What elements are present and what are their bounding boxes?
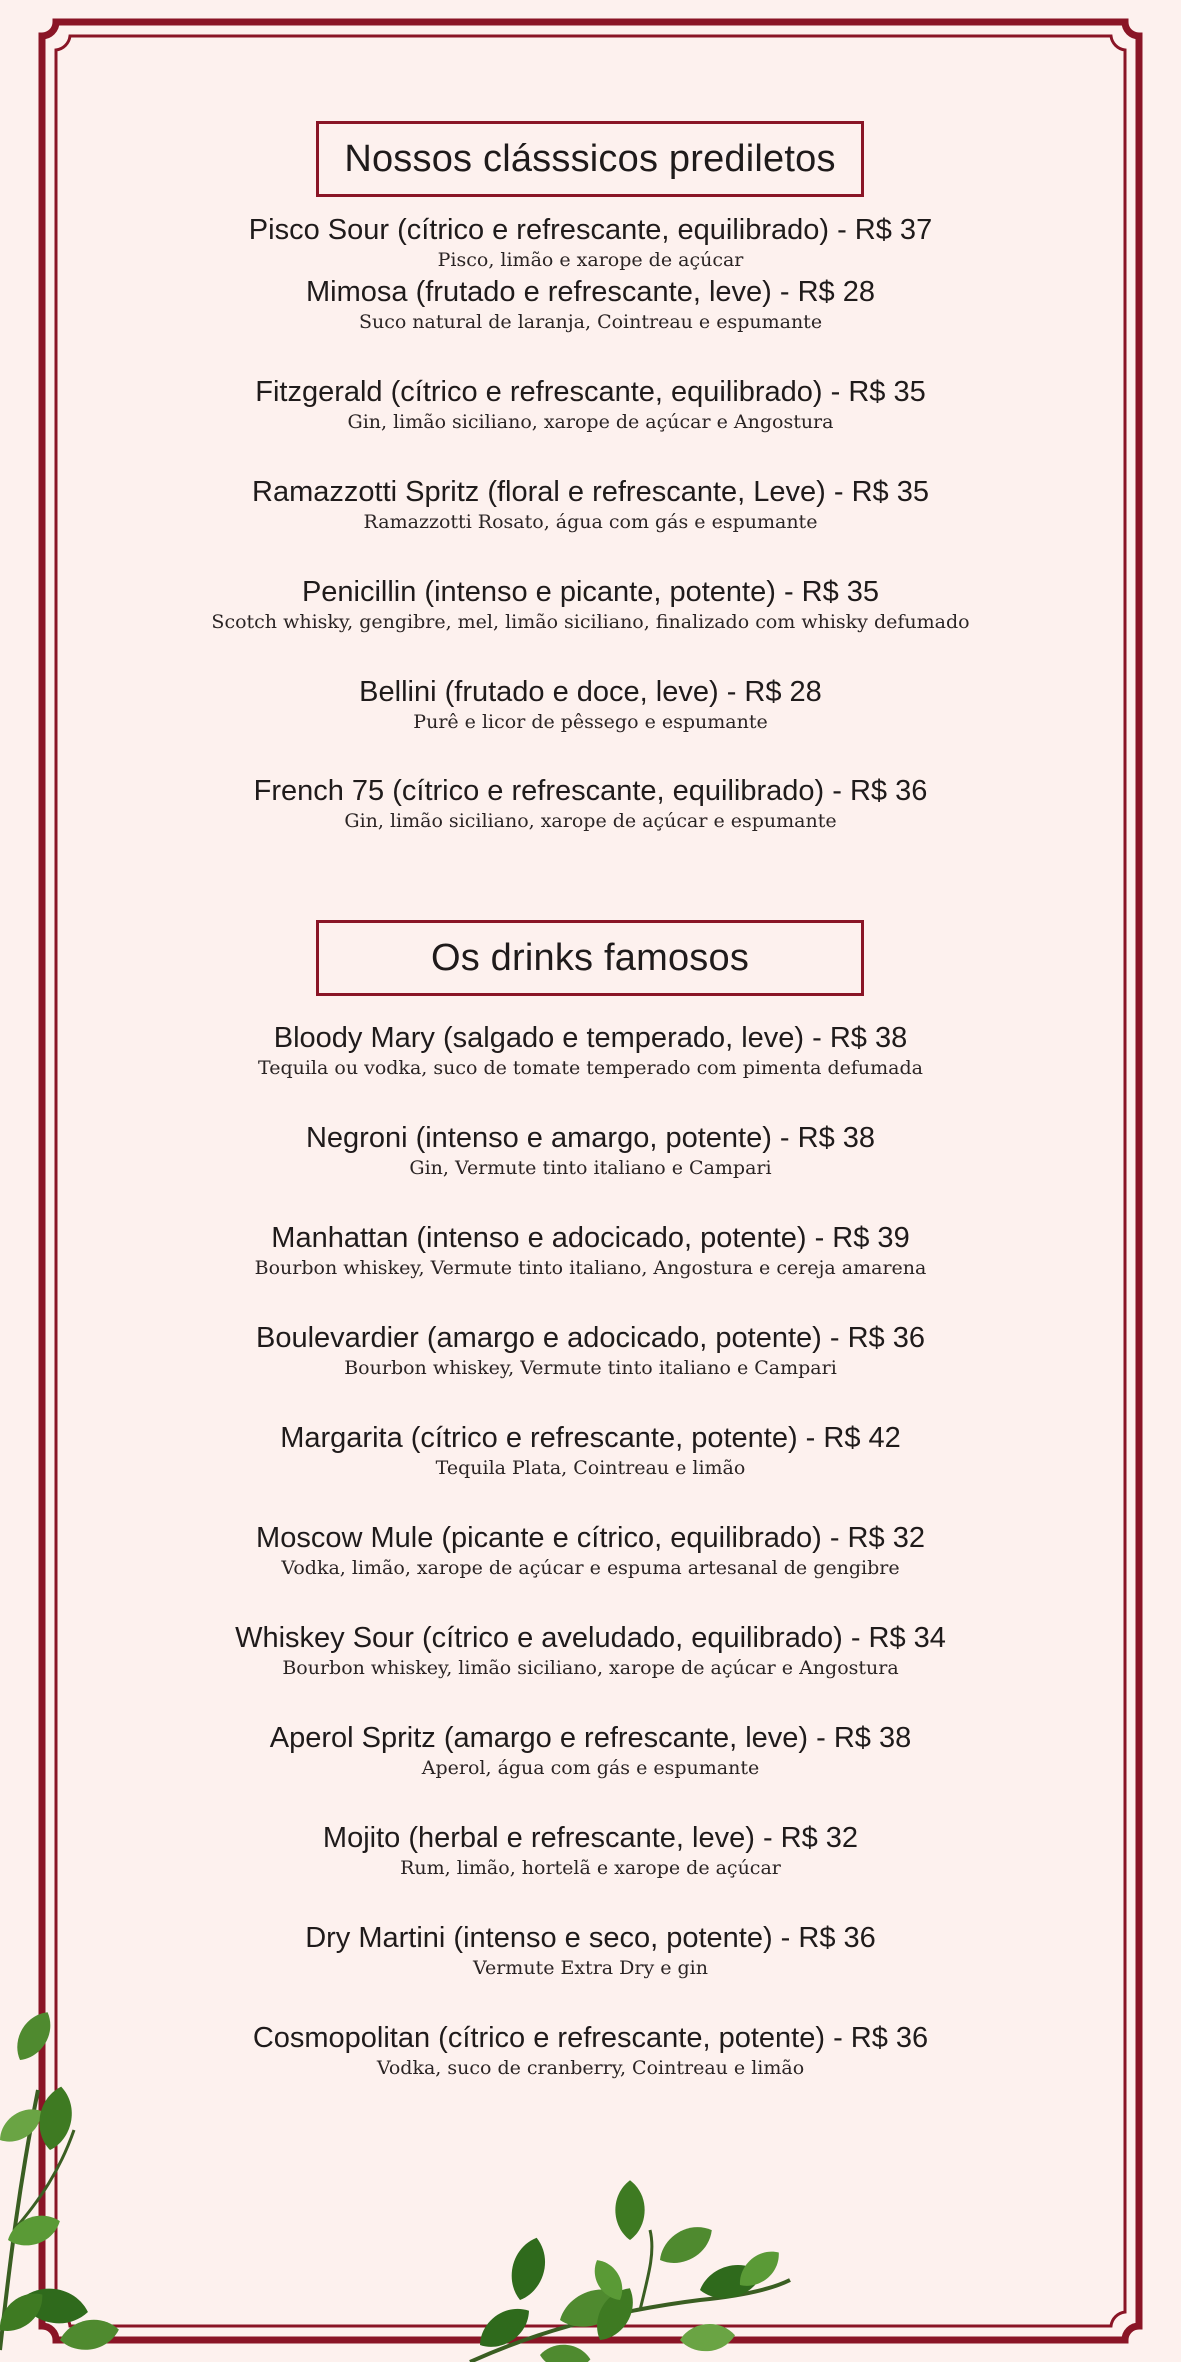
item-description: Gin, limão siciliano, xarope de açúcar e espumante — [344, 810, 837, 832]
menu-item — [100, 774, 1081, 834]
item-name: French 75 (cítrico e refrescante, equilibrado) - R$ 36 — [253, 775, 928, 807]
item-description: Aperol, água com gás e espumante — [421, 1757, 760, 1779]
item-description: Pisco, limão e xarope de açúcar — [437, 249, 744, 271]
item-description: Gin, Vermute tinto italiano e Campari — [409, 1157, 772, 1179]
item-name: Penicillin (intenso e picante, potente) - R$ 35 — [301, 576, 880, 608]
menu-item — [100, 1621, 1081, 1681]
menu-item — [100, 1021, 1081, 1081]
item-description: Ramazzotti Rosato, água com gás e espumante — [363, 511, 818, 533]
menu-item — [100, 1821, 1081, 1881]
item-name: Mimosa (frutado e refrescante, leve) - R$ 28 — [306, 276, 875, 308]
menu-item — [100, 1321, 1081, 1381]
menu-item — [100, 375, 1081, 435]
item-name: Moscow Mule (picante e cítrico, equilibrado) - R$ 32 — [256, 1522, 925, 1554]
item-description: Bourbon whiskey, Vermute tinto italiano, Angostura e cereja amarena — [254, 1257, 927, 1279]
menu-item — [100, 675, 1081, 735]
item-name: Ramazzotti Spritz (floral e refrescante, Leve) - R$ 35 — [252, 476, 929, 508]
menu-item — [100, 1421, 1081, 1481]
item-description: Suco natural de laranja, Cointreau e espumante — [358, 311, 823, 333]
menu-item — [100, 475, 1081, 535]
item-name: Margarita (cítrico e refrescante, potente) - R$ 42 — [280, 1422, 901, 1454]
menu-item — [100, 575, 1081, 635]
item-description: Vodka, limão, xarope de açúcar e espuma artesanal de gengibre — [281, 1557, 900, 1579]
item-description: Bourbon whiskey, Vermute tinto italiano e Campari — [344, 1357, 837, 1379]
item-name: Boulevardier (amargo e adocicado, potente) - R$ 36 — [256, 1322, 925, 1354]
section-title-classicos: Nossos clásssicos prediletos — [316, 121, 864, 197]
menu-item — [100, 213, 1081, 273]
menu-item — [100, 1921, 1081, 1981]
item-name: Mojito (herbal e refrescante, leve) - R$ 32 — [322, 1822, 859, 1854]
item-name: Bellini (frutado e doce, leve) - R$ 28 — [359, 676, 822, 708]
item-name: Manhattan (intenso e adocicado, potente) - R$ 39 — [271, 1222, 910, 1254]
item-description: Tequila Plata, Cointreau e limão — [435, 1457, 746, 1479]
menu-item — [100, 1521, 1081, 1581]
menu-item — [100, 2021, 1081, 2081]
item-description: Vodka, suco de cranberry, Cointreau e limão — [376, 2057, 805, 2079]
item-description: Gin, limão siciliano, xarope de açúcar e Angostura — [347, 411, 834, 433]
item-description: Scotch whisky, gengibre, mel, limão siciliano, finalizado com whisky defumado — [211, 611, 970, 633]
menu-item — [100, 1221, 1081, 1281]
item-description: Rum, limão, hortelã e xarope de açúcar — [400, 1857, 781, 1879]
item-name: Bloody Mary (salgado e temperado, leve) - R$ 38 — [273, 1022, 908, 1054]
item-name: Aperol Spritz (amargo e refrescante, leve) - R$ 38 — [269, 1722, 912, 1754]
item-name: Dry Martini (intenso e seco, potente) - R$ 36 — [305, 1922, 876, 1954]
item-description: Vermute Extra Dry e gin — [473, 1957, 708, 1979]
item-name: Negroni (intenso e amargo, potente) - R$ 38 — [305, 1122, 876, 1154]
item-name: Cosmopolitan (cítrico e refrescante, potente) - R$ 36 — [252, 2022, 929, 2054]
item-name: Whiskey Sour (cítrico e aveludado, equilibrado) - R$ 34 — [235, 1622, 946, 1654]
menu-item — [100, 275, 1081, 335]
item-name: Pisco Sour (cítrico e refrescante, equilibrado) - R$ 37 — [248, 214, 933, 246]
item-description: Tequila ou vodka, suco de tomate temperado com pimenta defumada — [258, 1057, 923, 1079]
menu-item — [100, 1121, 1081, 1181]
section-title-famosos: Os drinks famosos — [316, 920, 864, 996]
item-description: Bourbon whiskey, limão siciliano, xarope de açúcar e Angostura — [282, 1657, 899, 1679]
item-name: Fitzgerald (cítrico e refrescante, equilibrado) - R$ 35 — [255, 376, 926, 408]
item-description: Purê e licor de pêssego e espumante — [413, 711, 768, 733]
menu-item — [100, 1721, 1081, 1781]
